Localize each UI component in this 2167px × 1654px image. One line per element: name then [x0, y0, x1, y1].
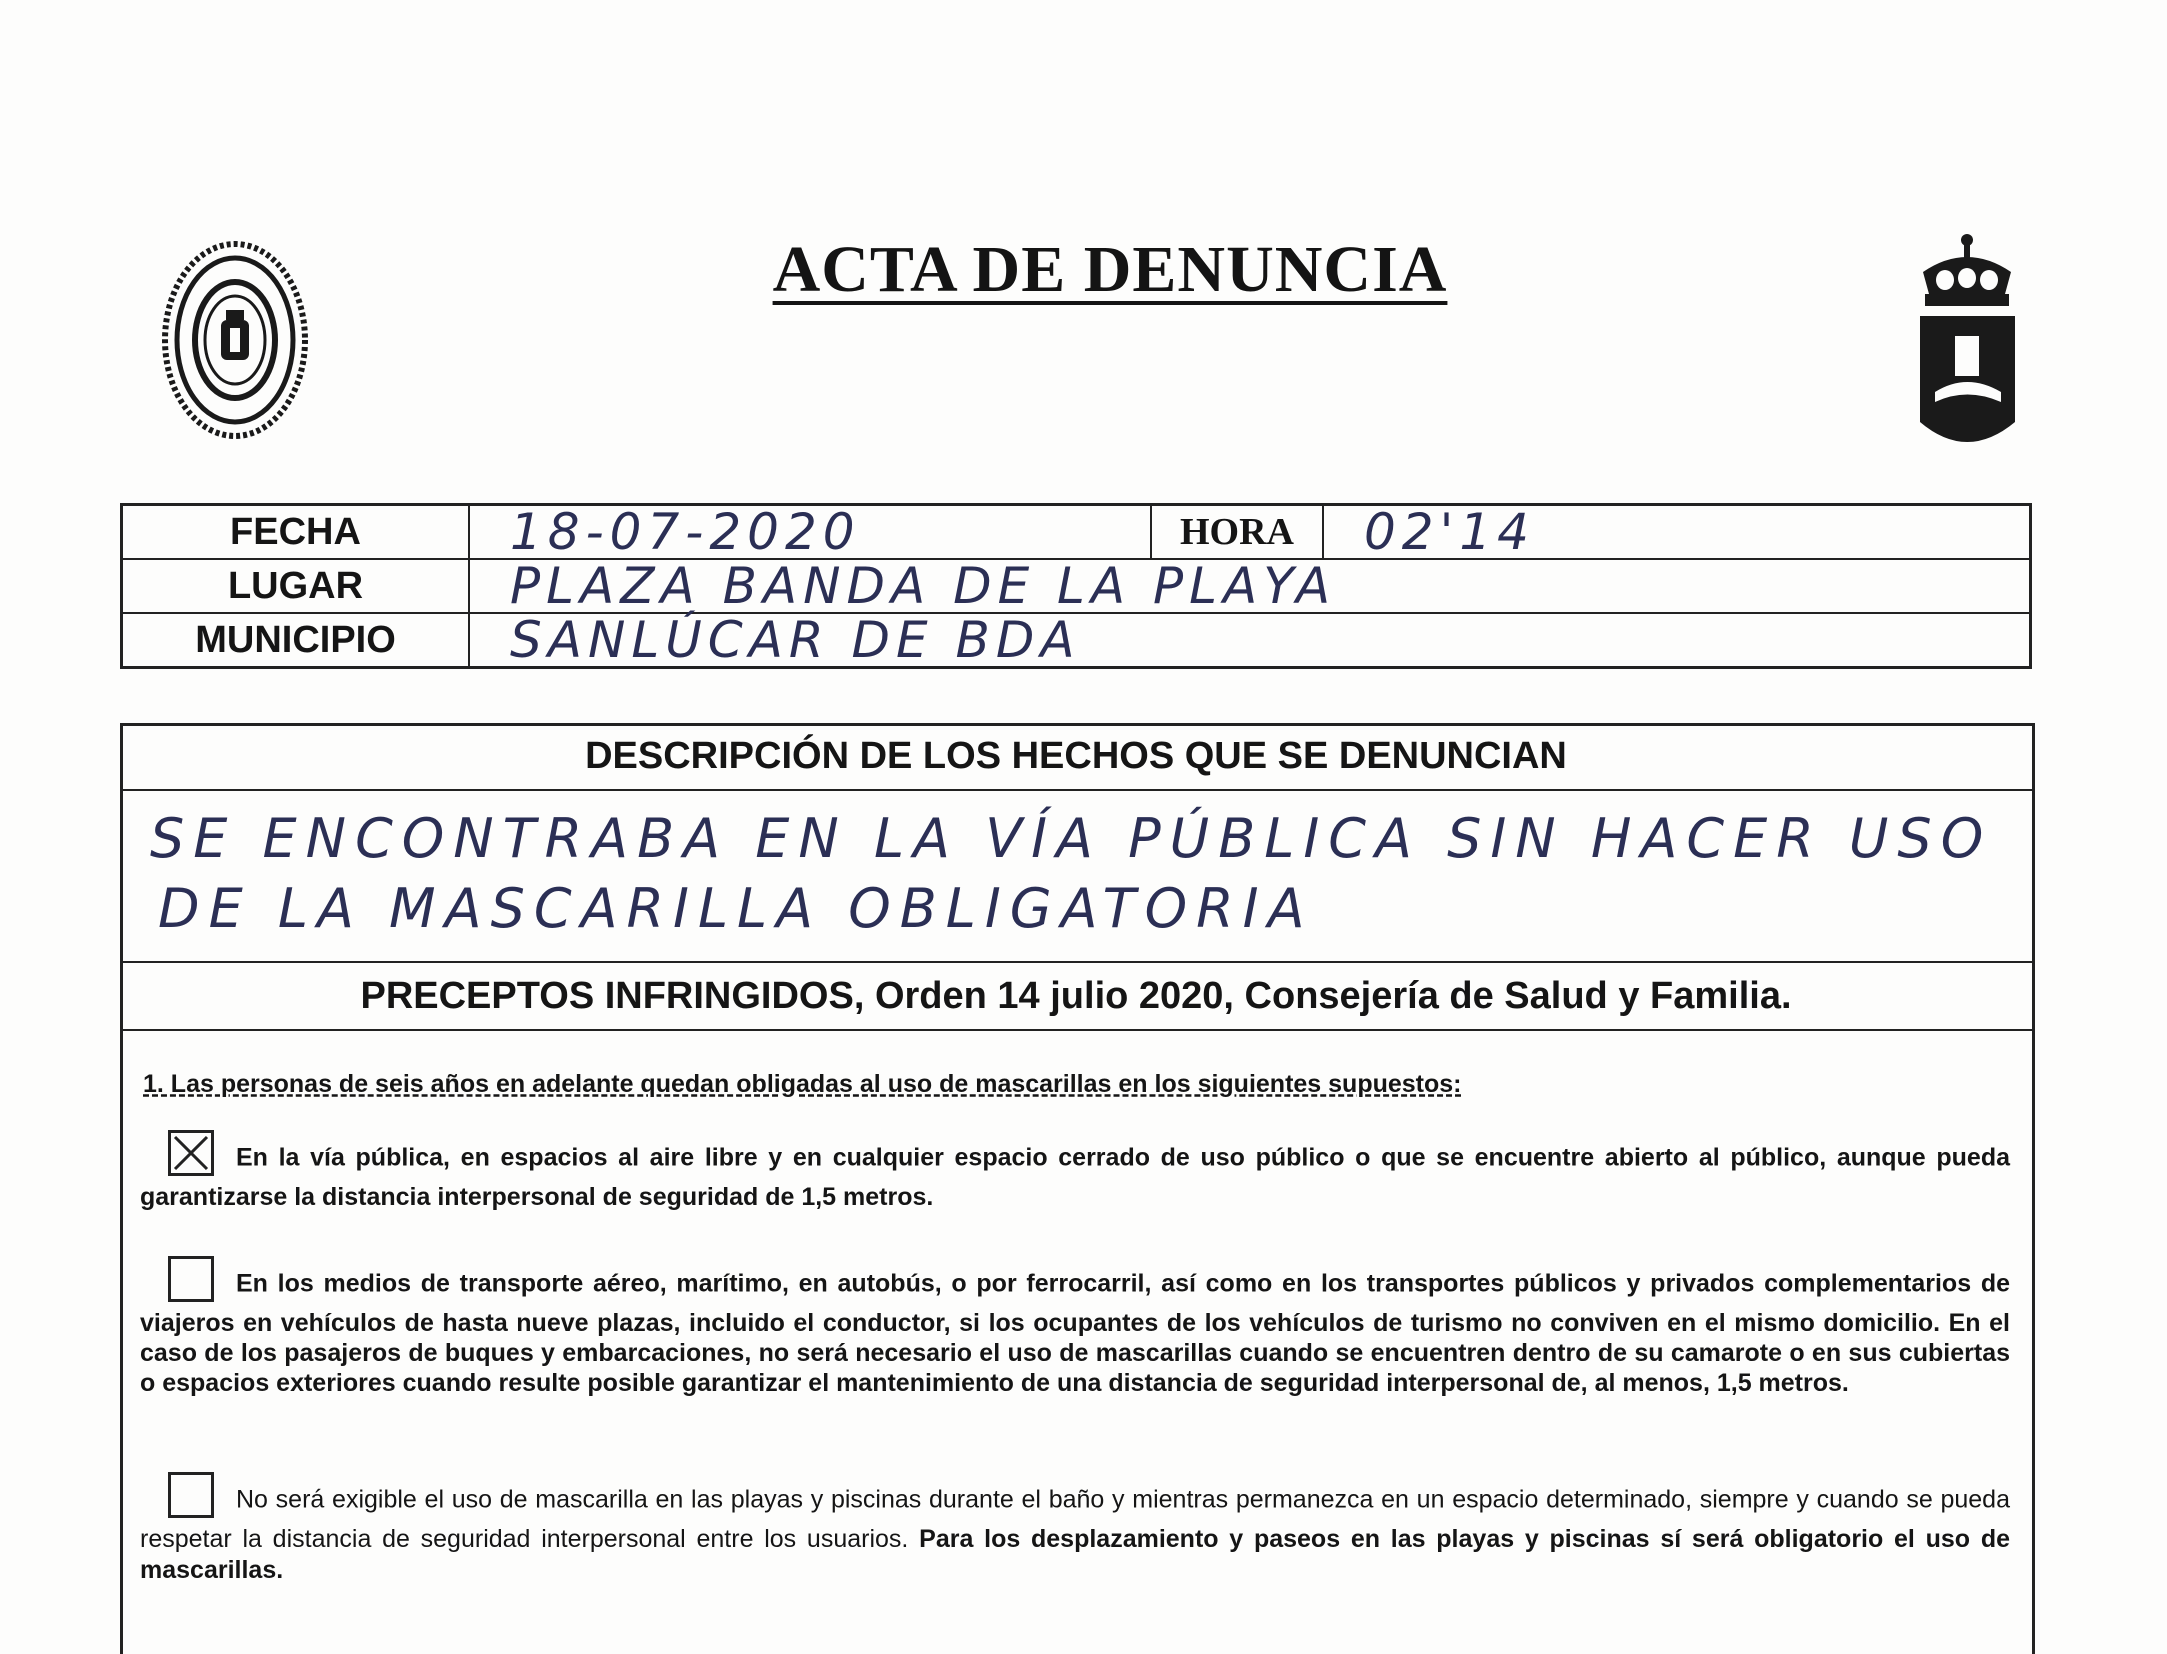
fecha-row [122, 505, 2031, 560]
lugar-row [122, 559, 2031, 613]
checkmark-x-icon [171, 1133, 211, 1173]
option-3-checkbox[interactable] [168, 1472, 214, 1518]
municipio-value: SANLÚCAR DE BDA [469, 613, 2031, 668]
hora-value: 02'14 [1323, 505, 2031, 560]
document-title: ACTA DE DENUNCIA [772, 233, 1448, 306]
option-2-checkbox[interactable] [168, 1256, 214, 1302]
option-transport [140, 1262, 2010, 1398]
option-1-checkbox[interactable] [168, 1130, 214, 1176]
coat-of-arms-emblem [1905, 232, 2030, 462]
precepts-heading: PRECEPTOS INFRINGIDOS, Orden 14 julio 2020, Consejería de Salud y Familia. [120, 963, 2032, 1031]
description-line-2: DE LA MASCARILLA OBLIGATORIA [158, 877, 1314, 940]
description-body [120, 791, 2032, 963]
municipio-row [122, 613, 2031, 668]
hora-label: HORA [1151, 505, 1323, 560]
option-beaches [140, 1478, 2010, 1586]
lugar-value: PLAZA BANDA DE LA PLAYA [469, 559, 2031, 613]
police-badge-emblem [160, 232, 310, 442]
fecha-label: FECHA [122, 505, 470, 560]
precepts-intro: 1. Las personas de seis años en adelante quedan obligadas al uso de mascarillas en los siguientes supuestos: [143, 1070, 1462, 1098]
description-line-1: SE ENCONTRABA EN LA VÍA PÚBLICA SIN HACER USO [150, 807, 1993, 870]
lugar-label: LUGAR [122, 559, 470, 613]
fecha-value: 18-07-2020 [469, 505, 1151, 560]
municipio-label: MUNICIPIO [122, 613, 470, 668]
option-public-road [140, 1136, 2010, 1213]
description-heading: DESCRIPCIÓN DE LOS HECHOS QUE SE DENUNCIAN [120, 723, 2032, 791]
option-3-text: No será exigible el uso de mascarilla en las playas y piscinas durante el baño y mientras permanezca en un espacio determinado, siempre y cuando se pueda respetar la distancia de seguridad interpersonal entre los usuarios. [140, 1485, 2010, 1553]
header-fields-table [120, 503, 2032, 669]
option-1-text: En la vía pública, en espacios al aire libre y en cualquier espacio cerrado de uso público o que se encuentre abierto al público, aunque pueda garantizarse la distancia interpersonal de seguridad de 1,5 metros. [140, 1143, 2010, 1211]
option-2-text: En los medios de transporte aéreo, marítimo, en autobús, o por ferrocarril, así como en los transportes públicos y privados complementarios de viajeros en vehículos de hasta nueve plazas, incluido el conductor, si los ocupantes de los vehículos de turismo no conviven en el mismo domicilio. En el caso de los pasajeros de buques y embarcaciones, no será necesario el uso de mascarillas cuando se encuentren dentro de su camarote o en sus cubiertas o espacios exteriores cuando resulte posible garantizar el mantenimiento de una distancia de seguridad interpersonal de, al menos, 1,5 metros. [140, 1269, 2010, 1397]
option-3-bold-text: Para los desplazamiento y paseos en las playas y piscinas sí será obligatorio el uso de mascarillas. [140, 1525, 2010, 1584]
